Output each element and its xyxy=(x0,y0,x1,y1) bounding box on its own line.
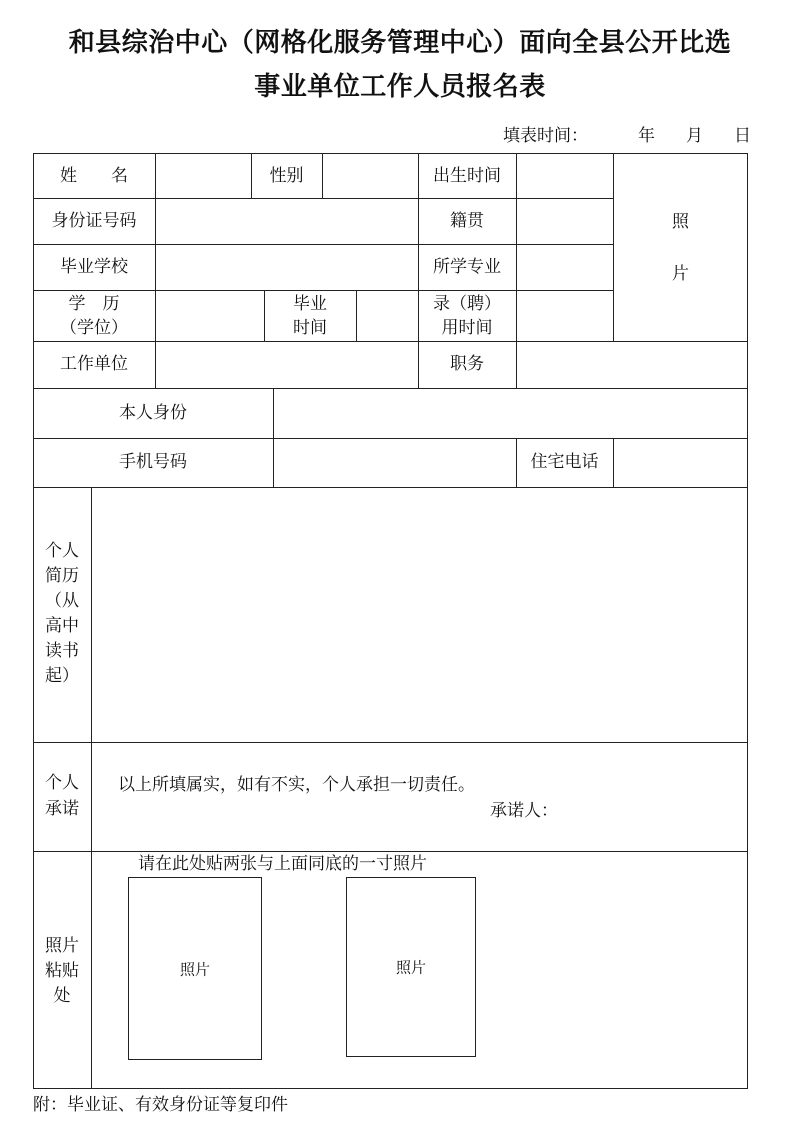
col-divider xyxy=(322,153,323,198)
gender-label: 性别 xyxy=(269,166,304,186)
col-divider xyxy=(273,388,274,487)
form-title-line1: 和县综治中心（网格化服务管理中心）面向全县公开比选 xyxy=(68,28,732,58)
resume-label-6: 起） xyxy=(45,666,79,686)
row-divider xyxy=(33,341,748,342)
col-divider xyxy=(356,290,357,341)
paste-label-3: 处 xyxy=(53,986,71,1006)
paste-label-1: 照片 xyxy=(45,936,79,956)
paste-label-2: 粘贴 xyxy=(45,961,79,981)
mobile-label: 手机号码 xyxy=(119,452,187,472)
photo-box-1-label: 照片 xyxy=(179,960,210,978)
row-divider xyxy=(33,742,748,743)
resume-label-5: 读书 xyxy=(45,641,79,661)
hire-time-label-1: 录（聘） xyxy=(433,294,501,314)
resume-label-2: 简历 xyxy=(45,566,79,586)
row-divider xyxy=(33,487,748,488)
birth-label: 出生时间 xyxy=(433,166,501,186)
col-divider xyxy=(613,153,614,341)
grad-time-label-2: 时间 xyxy=(293,318,327,338)
col-divider xyxy=(155,153,156,388)
fill-date-day: 日 xyxy=(734,126,751,146)
id-number-label: 身份证号码 xyxy=(51,211,137,231)
resume-label-1: 个人 xyxy=(45,541,79,561)
resume-label-4: 高中 xyxy=(45,616,79,636)
fill-date-year: 年 xyxy=(638,126,655,146)
col-divider xyxy=(516,153,517,388)
pledge-label-1: 个人 xyxy=(45,773,79,793)
row-divider xyxy=(33,851,748,852)
school-label: 毕业学校 xyxy=(60,257,128,277)
home-phone-label: 住宅电话 xyxy=(530,452,599,472)
photo-label-1: 照 xyxy=(672,212,689,232)
education-label-2: （学位） xyxy=(60,318,128,338)
major-label: 所学专业 xyxy=(433,257,501,277)
work-unit-label: 工作单位 xyxy=(60,354,128,374)
name-label: 姓 名 xyxy=(60,166,128,186)
pledge-label-2: 承诺 xyxy=(45,799,79,819)
hire-time-label-2: 用时间 xyxy=(441,318,493,338)
pledge-text: 以上所填属实，如有不实，个人承担一切责任。 xyxy=(118,775,475,795)
photo-box-2 xyxy=(346,877,476,1057)
photo-box-2-label: 照片 xyxy=(395,958,426,977)
identity-label: 本人身份 xyxy=(119,403,187,423)
form-title-line2: 事业单位工作人员报名表 xyxy=(254,72,546,102)
pledge-signer: 承诺人： xyxy=(490,801,558,821)
footnote: 附：毕业证、有效身份证等复印件 xyxy=(33,1095,288,1115)
row-divider xyxy=(33,198,613,199)
row-divider xyxy=(33,388,748,389)
fill-date-month: 月 xyxy=(686,126,703,146)
row-divider xyxy=(33,244,613,245)
fill-date-label: 填表时间： xyxy=(503,126,588,146)
photo-box-1 xyxy=(128,877,262,1060)
grad-time-label-1: 毕业 xyxy=(293,294,327,314)
paste-instruction: 请在此处贴两张与上面同底的一寸照片 xyxy=(138,854,427,874)
resume-label-3: （从 xyxy=(45,591,79,611)
education-label-1: 学 历 xyxy=(68,294,120,314)
row-divider xyxy=(33,438,748,439)
col-divider xyxy=(91,487,92,1089)
photo-label-2: 片 xyxy=(672,264,689,284)
position-label: 职务 xyxy=(450,354,484,374)
col-divider xyxy=(613,438,614,487)
row-divider xyxy=(33,290,613,291)
native-place-label: 籍贯 xyxy=(450,211,484,231)
